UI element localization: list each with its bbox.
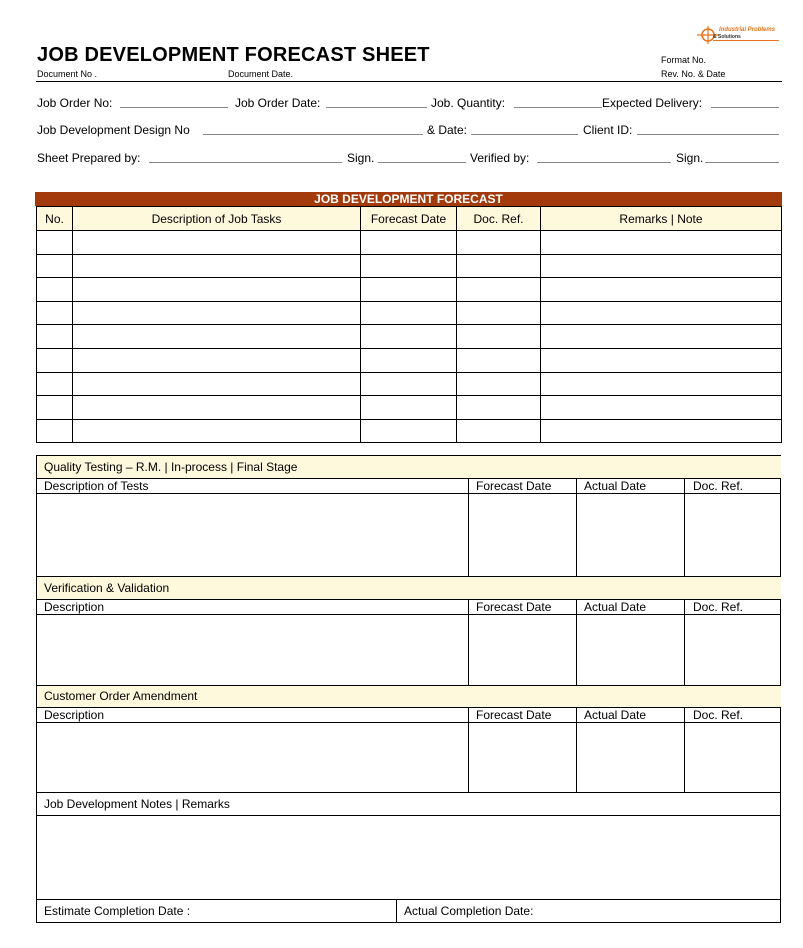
sign-verified-field[interactable] [705,162,779,163]
sign-verified-label: Sign. [676,151,704,165]
table-row[interactable] [37,325,782,349]
table-row[interactable] [37,396,782,420]
col-header-remarks: Remarks | Note [541,207,782,231]
sign-prepared-field[interactable] [378,162,466,163]
quality-col-forecast-date: Forecast Date [476,479,552,493]
design-no-field[interactable] [203,134,423,135]
quality-col-actual-date: Actual Date [584,479,647,493]
verification-description-cell[interactable] [37,615,468,685]
estimate-completion-label: Estimate Completion Date : [44,904,191,918]
forecast-table [36,206,782,443]
logo-text-line1: Industrial Problems [719,27,776,33]
notes-section-title: Job Development Notes | Remarks [44,797,230,811]
prepared-by-label: Sheet Prepared by: [37,151,141,165]
table-row[interactable] [37,419,782,443]
table-row[interactable] [37,278,782,302]
col-header-description: Description of Job Tasks [73,207,361,231]
amendment-col-doc-ref: Doc. Ref. [693,708,744,722]
page-title: JOB DEVELOPMENT FORECAST SHEET [37,44,430,66]
amendment-section-title: Customer Order Amendment [37,686,781,708]
col-header-doc-ref: Doc. Ref. [457,207,541,231]
verification-col-doc-ref: Doc. Ref. [693,600,744,614]
job-order-date-label: Job Order Date: [235,96,321,110]
table-row[interactable] [37,231,782,255]
design-date-label: & Date: [427,123,468,137]
design-date-field[interactable] [471,134,578,135]
job-order-date-field[interactable] [326,107,427,108]
client-id-label: Client ID: [583,123,633,137]
amendment-description-cell[interactable] [37,723,468,792]
col-header-no: No. [37,207,73,231]
verification-section-title: Verification & Validation [37,577,781,600]
job-order-no-field[interactable] [120,107,228,108]
client-id-field[interactable] [637,134,779,135]
notes-area[interactable] [37,816,781,899]
col-header-forecast-date: Forecast Date [361,207,457,231]
verification-col-forecast-date: Forecast Date [476,600,552,614]
design-no-label: Job Development Design No [37,123,190,137]
table-row[interactable] [37,301,782,325]
forecast-band-title: JOB DEVELOPMENT FORECAST [35,192,782,206]
quality-section-title: Quality Testing – R.M. | In-process | Final Stage [37,456,781,479]
verification-col-description: Description [44,600,105,614]
expected-delivery-label: Expected Delivery: [602,96,703,110]
table-row[interactable] [37,348,782,372]
actual-completion-label: Actual Completion Date: [404,904,534,918]
prepared-by-field[interactable] [149,162,342,163]
quality-description-cell[interactable] [37,494,468,576]
company-logo [697,26,781,44]
rev-no-date-label: Rev. No. & Date [661,69,726,79]
verified-by-label: Verified by: [470,151,530,165]
quality-col-doc-ref: Doc. Ref. [693,479,744,493]
logo-text-line2: & Solutions [713,34,741,40]
expected-delivery-field[interactable] [711,107,779,108]
format-no-label: Format No. [661,55,707,65]
document-no-label: Document No . [37,69,98,79]
amendment-col-description: Description [44,708,105,722]
sign-prepared-label: Sign. [347,151,375,165]
job-order-no-label: Job Order No: [37,96,113,110]
verification-col-actual-date: Actual Date [584,600,647,614]
quality-col-description: Description of Tests [44,479,149,493]
job-quantity-field[interactable] [514,107,602,108]
header-divider [36,81,782,82]
amendment-col-actual-date: Actual Date [584,708,647,722]
table-row[interactable] [37,372,782,396]
amendment-col-forecast-date: Forecast Date [476,708,552,722]
job-quantity-label: Job. Quantity: [431,96,506,110]
document-date-label: Document Date. [228,69,294,79]
forecast-header-row [37,207,782,231]
table-row[interactable] [37,254,782,278]
verified-by-field[interactable] [537,162,671,163]
